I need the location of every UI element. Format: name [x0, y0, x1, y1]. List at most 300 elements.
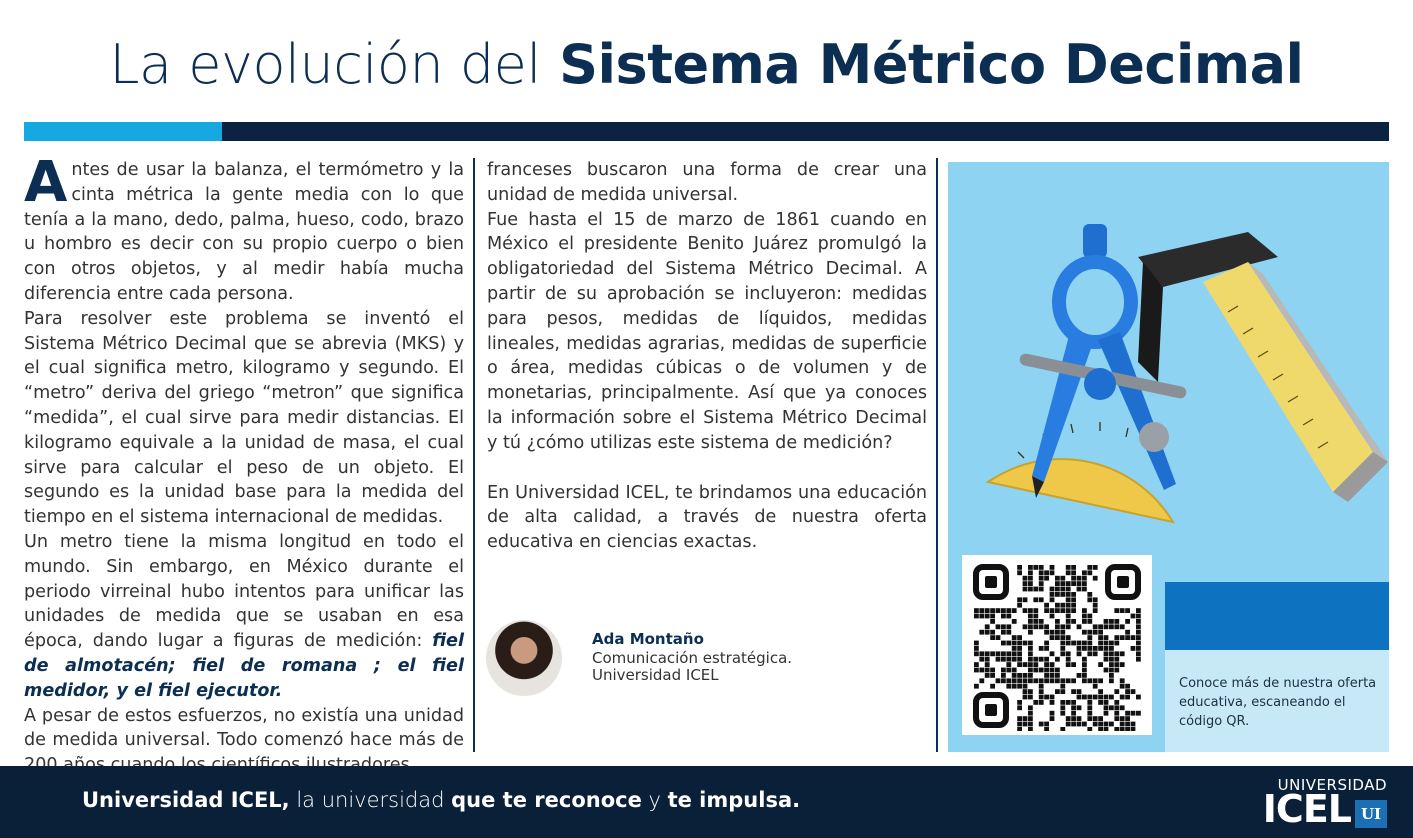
qr-module	[1060, 689, 1065, 694]
qr-module	[1028, 711, 1033, 716]
qr-module	[1066, 678, 1071, 683]
qr-module	[1028, 587, 1033, 592]
qr-module	[1044, 722, 1049, 727]
qr-module	[1120, 662, 1125, 667]
qr-module	[1006, 678, 1011, 683]
qr-caption: Conoce más de nuestra oferta educativa, escaneando el código QR.	[1179, 676, 1377, 729]
qr-module	[1082, 576, 1087, 581]
qr-module	[1136, 646, 1141, 651]
qr-module	[974, 651, 979, 656]
qr-module	[985, 668, 990, 673]
qr-module	[1060, 700, 1065, 705]
qr-module	[1028, 668, 1033, 673]
qr-module	[1131, 711, 1136, 716]
qr-module	[1033, 614, 1038, 619]
qr-module	[1050, 711, 1055, 716]
qr-module	[1044, 673, 1049, 678]
qr-module	[1050, 570, 1055, 575]
qr-module	[1071, 689, 1076, 694]
qr-module	[1055, 678, 1060, 683]
qr-module	[1120, 727, 1125, 731]
paragraph-6: Fue hasta el 15 de marzo de 1861 cuando en México el presidente Benito Juárez promulgó la obligatoriedad del Sistema Métrico Decimal. A partir de su aprobación se incluyeron: medidas para pesos, medidas de líquidos, medidas lineales, medidas agrarias, medidas de superficie o área, medidas cúbicas o de volumen y de monetarias, principalmente. Así que ya conoces la información sobre el Sistema Métrico Decimal y tú ¿cómo utilizas este sistema de medición?	[487, 209, 927, 453]
qr-module	[1017, 651, 1022, 656]
qr-module	[990, 614, 995, 619]
qr-module	[1082, 608, 1087, 613]
logo-main-text: ICEL	[1262, 787, 1351, 831]
qr-module	[1109, 657, 1114, 662]
qr-module	[1077, 673, 1082, 678]
qr-module	[1055, 587, 1060, 592]
qr-module	[1039, 722, 1044, 727]
qr-module	[1125, 695, 1130, 700]
qr-module	[985, 673, 990, 678]
qr-module	[1017, 678, 1022, 683]
qr-module	[1039, 587, 1044, 592]
qr-module	[996, 651, 1001, 656]
qr-module	[1087, 635, 1092, 640]
qr-module	[1028, 716, 1033, 721]
qr-module	[1082, 570, 1087, 575]
qr-module	[1017, 684, 1022, 689]
qr-module	[1087, 695, 1092, 700]
title-light: La evolución del	[109, 33, 541, 96]
qr-module	[1125, 630, 1130, 635]
qr-module	[1082, 678, 1087, 683]
qr-module	[1012, 668, 1017, 673]
qr-module	[1104, 657, 1109, 662]
qr-module	[1012, 646, 1017, 651]
qr-module	[1017, 700, 1022, 705]
qr-module	[1066, 635, 1071, 640]
qr-module	[1114, 641, 1119, 646]
qr-module	[1071, 705, 1076, 710]
qr-module	[1044, 624, 1049, 629]
qr-module	[1109, 624, 1114, 629]
qr-module	[1017, 597, 1022, 602]
page-title	[0, 30, 1413, 100]
slogan-part-4: y	[641, 788, 668, 812]
qr-module	[1017, 570, 1022, 575]
qr-module	[1104, 722, 1109, 727]
qr-module	[1087, 592, 1092, 597]
qr-code[interactable]	[962, 555, 1152, 735]
qr-module	[1082, 646, 1087, 651]
qr-module	[1050, 592, 1055, 597]
qr-module	[1104, 635, 1109, 640]
qr-module	[1066, 608, 1071, 613]
qr-module	[1120, 716, 1125, 721]
qr-module	[1082, 695, 1087, 700]
qr-module	[1120, 635, 1125, 640]
qr-module	[979, 614, 984, 619]
qr-module	[1087, 565, 1092, 570]
qr-module	[1017, 641, 1022, 646]
qr-module	[1093, 630, 1098, 635]
qr-module	[1066, 592, 1071, 597]
qr-module	[1017, 716, 1022, 721]
qr-module	[1060, 678, 1065, 683]
qr-module	[1098, 646, 1103, 651]
qr-module	[1125, 684, 1130, 689]
qr-module	[1012, 684, 1017, 689]
paragraph-2: Para resolver este problema se inventó el Sistema Métrico Decimal que se abrevia (MKS) y el cual significa metro, kilogramo y segundo. El “metro” deriva del griego “metron” que significa “medida”, el cual sirve para medir distancias. El kilogramo equivale a la unidad de masa, el cual sirve para calcular el peso de un objeto. El segundo es la unidad base para la medida del tiempo en el sistema internacional de medidas.	[24, 308, 464, 528]
qr-module	[1023, 608, 1028, 613]
qr-module	[1039, 695, 1044, 700]
qr-module	[1071, 716, 1076, 721]
qr-module	[1066, 581, 1071, 586]
qr-module	[974, 668, 979, 673]
qr-module	[1087, 700, 1092, 705]
qr-module	[985, 651, 990, 656]
qr-module	[1093, 565, 1098, 570]
qr-module	[990, 684, 995, 689]
qr-module	[1104, 624, 1109, 629]
qr-module	[979, 608, 984, 613]
qr-module	[1055, 624, 1060, 629]
qr-module	[1082, 619, 1087, 624]
qr-module	[1114, 635, 1119, 640]
qr-module	[1060, 641, 1065, 646]
qr-module	[1098, 630, 1103, 635]
qr-module	[974, 662, 979, 667]
dropcap: A	[24, 150, 68, 215]
qr-module	[1050, 630, 1055, 635]
qr-module	[1028, 619, 1033, 624]
qr-module	[1001, 641, 1006, 646]
qr-module	[1066, 716, 1071, 721]
qr-module	[1125, 689, 1130, 694]
qr-module	[1082, 581, 1087, 586]
qr-module	[1066, 597, 1071, 602]
qr-module	[1050, 597, 1055, 602]
qr-module	[1109, 651, 1114, 656]
qr-module	[1109, 678, 1114, 683]
qr-module	[1098, 722, 1103, 727]
qr-module	[1098, 635, 1103, 640]
qr-module	[1050, 668, 1055, 673]
qr-module	[1060, 651, 1065, 656]
qr-module	[1066, 619, 1071, 624]
qr-module	[1060, 630, 1065, 635]
qr-module	[1093, 716, 1098, 721]
qr-module	[1033, 608, 1038, 613]
qr-module	[1033, 657, 1038, 662]
qr-module	[1093, 651, 1098, 656]
qr-module	[1033, 565, 1038, 570]
qr-module	[1071, 722, 1076, 727]
qr-module	[1114, 700, 1119, 705]
qr-module	[1077, 646, 1082, 651]
qr-module	[1077, 581, 1082, 586]
qr-module	[1104, 641, 1109, 646]
header-divider-accent	[24, 122, 222, 141]
qr-module	[1125, 635, 1130, 640]
qr-module	[1023, 587, 1028, 592]
qr-module	[1114, 689, 1119, 694]
qr-module	[1109, 673, 1114, 678]
qr-module	[1093, 695, 1098, 700]
qr-module	[1136, 651, 1141, 656]
qr-module	[1033, 624, 1038, 629]
qr-module	[1071, 700, 1076, 705]
qr-module	[1001, 614, 1006, 619]
qr-module	[1039, 576, 1044, 581]
paragraph-4: A pesar de estos esfuerzos, no existía una unidad de medida universal. Todo comenzó hace más de	[24, 705, 464, 751]
qr-module	[1120, 608, 1125, 613]
qr-module	[1087, 630, 1092, 635]
qr-module	[990, 630, 995, 635]
qr-module	[1120, 722, 1125, 727]
qr-module	[1033, 700, 1038, 705]
qr-module	[1098, 624, 1103, 629]
qr-module	[1060, 624, 1065, 629]
qr-module	[1077, 587, 1082, 592]
qr-module	[1104, 651, 1109, 656]
qr-module	[1114, 711, 1119, 716]
qr-module	[1109, 668, 1114, 673]
qr-module	[1028, 608, 1033, 613]
qr-module	[1093, 646, 1098, 651]
qr-module	[1066, 641, 1071, 646]
qr-module	[1098, 695, 1103, 700]
qr-module	[1066, 624, 1071, 629]
qr-module	[1006, 651, 1011, 656]
qr-module	[1023, 678, 1028, 683]
column-divider-2	[936, 158, 938, 752]
qr-module	[1098, 700, 1103, 705]
qr-module	[1125, 711, 1130, 716]
qr-module	[1012, 608, 1017, 613]
qr-module	[1039, 684, 1044, 689]
qr-module	[1006, 630, 1011, 635]
qr-module	[1104, 695, 1109, 700]
qr-module	[1104, 700, 1109, 705]
qr-module	[1028, 722, 1033, 727]
qr-module	[1136, 635, 1141, 640]
qr-module	[1109, 722, 1114, 727]
qr-module	[1071, 565, 1076, 570]
qr-module	[1060, 727, 1065, 731]
qr-module	[1087, 641, 1092, 646]
paragraph-gap	[487, 456, 927, 481]
qr-module	[979, 651, 984, 656]
qr-module	[1012, 657, 1017, 662]
qr-module	[1028, 689, 1033, 694]
qr-module	[990, 635, 995, 640]
paragraph-3	[24, 530, 464, 704]
paragraph-5: franceses buscaron una forma de crear una unidad de medida universal.	[487, 160, 927, 205]
qr-module	[1136, 624, 1141, 629]
paragraph-1-text: ntes de usar la balanza, el termómetro y la cinta métrica la gente media con lo que tenía a la mano, dedo, palma, hueso, codo, brazo u hombro es decir con su propio cuerpo o bien con otros objetos, y al medir había mucha diferencia entre cada persona.	[24, 160, 464, 304]
qr-module	[1006, 624, 1011, 629]
qr-module	[1023, 641, 1028, 646]
qr-module	[1082, 630, 1087, 635]
qr-module	[1093, 624, 1098, 629]
qr-module	[1098, 727, 1103, 731]
qr-module	[1077, 576, 1082, 581]
qr-module	[1055, 673, 1060, 678]
qr-module	[1028, 641, 1033, 646]
qr-module	[996, 657, 1001, 662]
qr-module	[1114, 651, 1119, 656]
qr-module	[1028, 662, 1033, 667]
qr-module	[1136, 630, 1141, 635]
qr-module	[1109, 662, 1114, 667]
qr-module	[1082, 722, 1087, 727]
qr-module	[1017, 657, 1022, 662]
qr-module	[1017, 565, 1022, 570]
qr-module	[1055, 668, 1060, 673]
qr-module	[1050, 651, 1055, 656]
qr-module	[1077, 651, 1082, 656]
qr-module	[1039, 646, 1044, 651]
qr-module	[1131, 727, 1136, 731]
qr-module	[1039, 689, 1044, 694]
qr-module	[1131, 614, 1136, 619]
qr-module	[1060, 646, 1065, 651]
qr-module	[1028, 646, 1033, 651]
qr-module	[985, 630, 990, 635]
qr-module	[990, 668, 995, 673]
qr-module	[1006, 662, 1011, 667]
qr-module	[985, 662, 990, 667]
qr-module	[985, 614, 990, 619]
qr-module	[1001, 624, 1006, 629]
qr-module	[1039, 657, 1044, 662]
qr-module	[1114, 727, 1119, 731]
qr-module	[1104, 668, 1109, 673]
qr-module	[1039, 570, 1044, 575]
qr-module	[1060, 608, 1065, 613]
qr-module	[1109, 705, 1114, 710]
qr-module	[974, 641, 979, 646]
qr-module	[1017, 603, 1022, 608]
qr-module	[1028, 657, 1033, 662]
qr-module	[1087, 570, 1092, 575]
qr-module	[979, 630, 984, 635]
qr-module	[1017, 662, 1022, 667]
qr-module	[1001, 668, 1006, 673]
qr-module	[996, 635, 1001, 640]
panel-blue-block	[1165, 582, 1389, 650]
qr-module	[1050, 565, 1055, 570]
qr-module	[1087, 678, 1092, 683]
qr-module	[1109, 619, 1114, 624]
qr-module	[1066, 651, 1071, 656]
paragraph-3-emphasis: fiel de almotacén; fiel de romana ; el fiel medidor, y el fiel ejecutor.	[24, 631, 464, 701]
author-avatar	[486, 620, 562, 696]
author-role: Comunicación estratégica.	[592, 649, 793, 667]
qr-module	[1077, 689, 1082, 694]
slogan-part-2: la universidad	[289, 788, 452, 812]
qr-module	[1060, 603, 1065, 608]
qr-module	[1109, 646, 1114, 651]
qr-module	[1071, 711, 1076, 716]
qr-module	[1104, 705, 1109, 710]
article-column-1	[24, 150, 464, 778]
qr-module	[1125, 727, 1130, 731]
qr-module	[1023, 673, 1028, 678]
qr-module	[1050, 700, 1055, 705]
carpenter-square-icon	[1138, 232, 1388, 502]
qr-module	[1028, 673, 1033, 678]
qr-module	[1077, 716, 1082, 721]
qr-module	[1060, 581, 1065, 586]
qr-module	[1077, 705, 1082, 710]
qr-module	[1050, 587, 1055, 592]
qr-module	[1055, 576, 1060, 581]
qr-module	[974, 608, 979, 613]
qr-module	[1131, 689, 1136, 694]
qr-module	[1001, 651, 1006, 656]
qr-module	[1060, 592, 1065, 597]
qr-module	[1066, 587, 1071, 592]
qr-module	[1039, 678, 1044, 683]
qr-module	[1039, 581, 1044, 586]
qr-module	[1055, 657, 1060, 662]
title-bold: Sistema Métrico Decimal	[559, 33, 1304, 96]
qr-module	[1044, 576, 1049, 581]
qr-module	[1044, 695, 1049, 700]
qr-module	[1023, 695, 1028, 700]
qr-module	[1120, 695, 1125, 700]
author-name: Ada Montaño	[592, 630, 704, 648]
qr-module	[1060, 587, 1065, 592]
qr-module	[1098, 716, 1103, 721]
qr-module	[1044, 727, 1049, 731]
qr-module	[1028, 624, 1033, 629]
qr-module	[1055, 581, 1060, 586]
qr-module	[1077, 624, 1082, 629]
qr-module	[1136, 657, 1141, 662]
qr-module	[1060, 576, 1065, 581]
qr-module	[996, 608, 1001, 613]
qr-module	[1093, 608, 1098, 613]
qr-module	[1066, 570, 1071, 575]
qr-module	[1125, 722, 1130, 727]
qr-module	[1006, 657, 1011, 662]
qr-module	[1060, 684, 1065, 689]
qr-module	[1114, 705, 1119, 710]
qr-module	[1023, 576, 1028, 581]
qr-module	[1136, 614, 1141, 619]
qr-module	[1060, 711, 1065, 716]
qr-module	[1082, 614, 1087, 619]
qr-module	[1071, 678, 1076, 683]
qr-module	[1039, 565, 1044, 570]
qr-module	[1044, 603, 1049, 608]
qr-module	[1120, 624, 1125, 629]
qr-module	[1023, 722, 1028, 727]
qr-module	[1028, 678, 1033, 683]
qr-module	[1093, 678, 1098, 683]
qr-module	[1006, 608, 1011, 613]
qr-module	[1060, 705, 1065, 710]
qr-module	[1012, 635, 1017, 640]
qr-module	[1023, 581, 1028, 586]
qr-module	[1120, 705, 1125, 710]
qr-module	[1066, 700, 1071, 705]
qr-module	[1028, 576, 1033, 581]
qr-module	[1044, 608, 1049, 613]
footer-banner	[0, 766, 1413, 838]
qr-module	[1114, 624, 1119, 629]
article-column-2	[487, 158, 927, 555]
qr-module	[1136, 641, 1141, 646]
qr-module	[1066, 662, 1071, 667]
qr-module	[985, 624, 990, 629]
qr-module	[1017, 705, 1022, 710]
